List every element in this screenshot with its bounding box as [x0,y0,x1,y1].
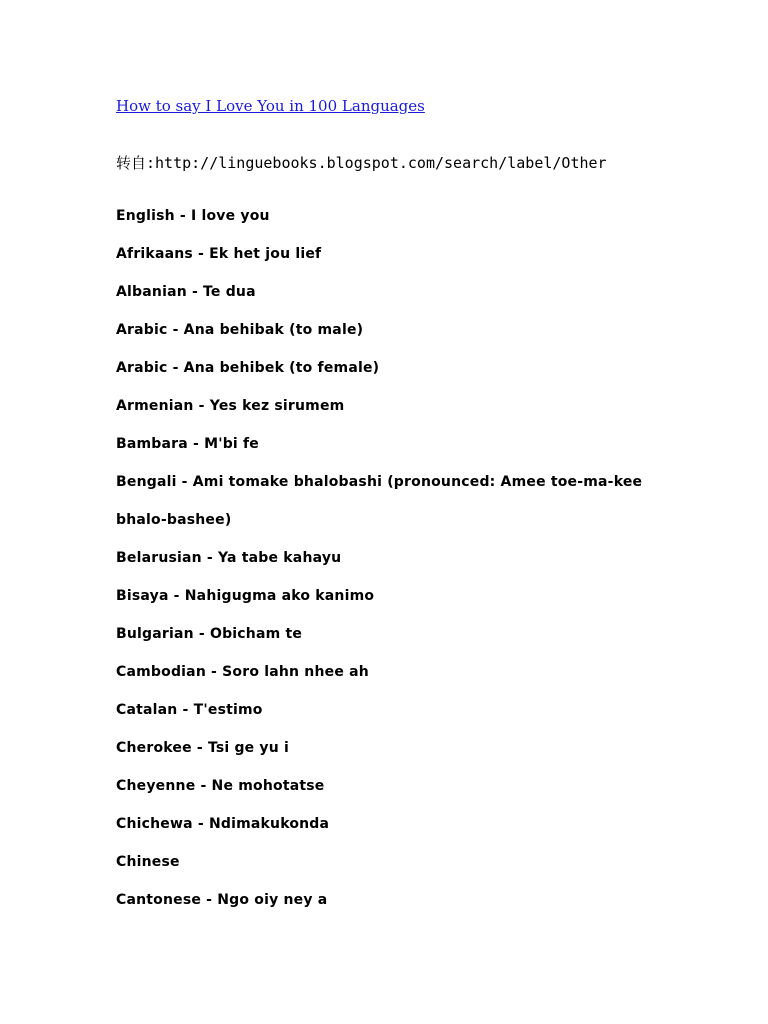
list-item: Armenian - Yes kez sirumem [116,398,345,414]
list-item: Chichewa - Ndimakukonda [116,816,330,832]
list-item: Cambodian - Soro lahn nhee ah [116,664,369,680]
list-item: Afrikaans - Ek het jou lief [116,246,322,262]
source-line: 转自:http://linguebooks.blogspot.com/search/label/Other [116,154,607,172]
list-item: Bisaya - Nahigugma ako kanimo [116,588,375,604]
list-item: bhalo-bashee) [116,512,232,528]
list-item: Catalan - T'estimo [116,702,263,718]
list-item: Cantonese - Ngo oiy ney a [116,892,328,908]
list-item: Bulgarian - Obicham te [116,626,303,642]
list-item: Bambara - M'bi fe [116,436,259,452]
list-item: Arabic - Ana behibak (to male) [116,322,364,338]
list-item: Cherokee - Tsi ge yu i [116,740,289,756]
list-item: Bengali - Ami tomake bhalobashi (pronounced: Amee toe-ma-kee [116,474,643,490]
title-link[interactable]: How to say I Love You in 100 Languages [116,97,425,115]
list-item: Arabic - Ana behibek (to female) [116,360,380,376]
list-item: Chinese [116,854,180,870]
list-item: Albanian - Te dua [116,284,256,300]
list-item: Cheyenne - Ne mohotatse [116,778,325,794]
list-item: Belarusian - Ya tabe kahayu [116,550,342,566]
list-item: English - I love you [116,208,270,224]
language-list [116,206,736,928]
